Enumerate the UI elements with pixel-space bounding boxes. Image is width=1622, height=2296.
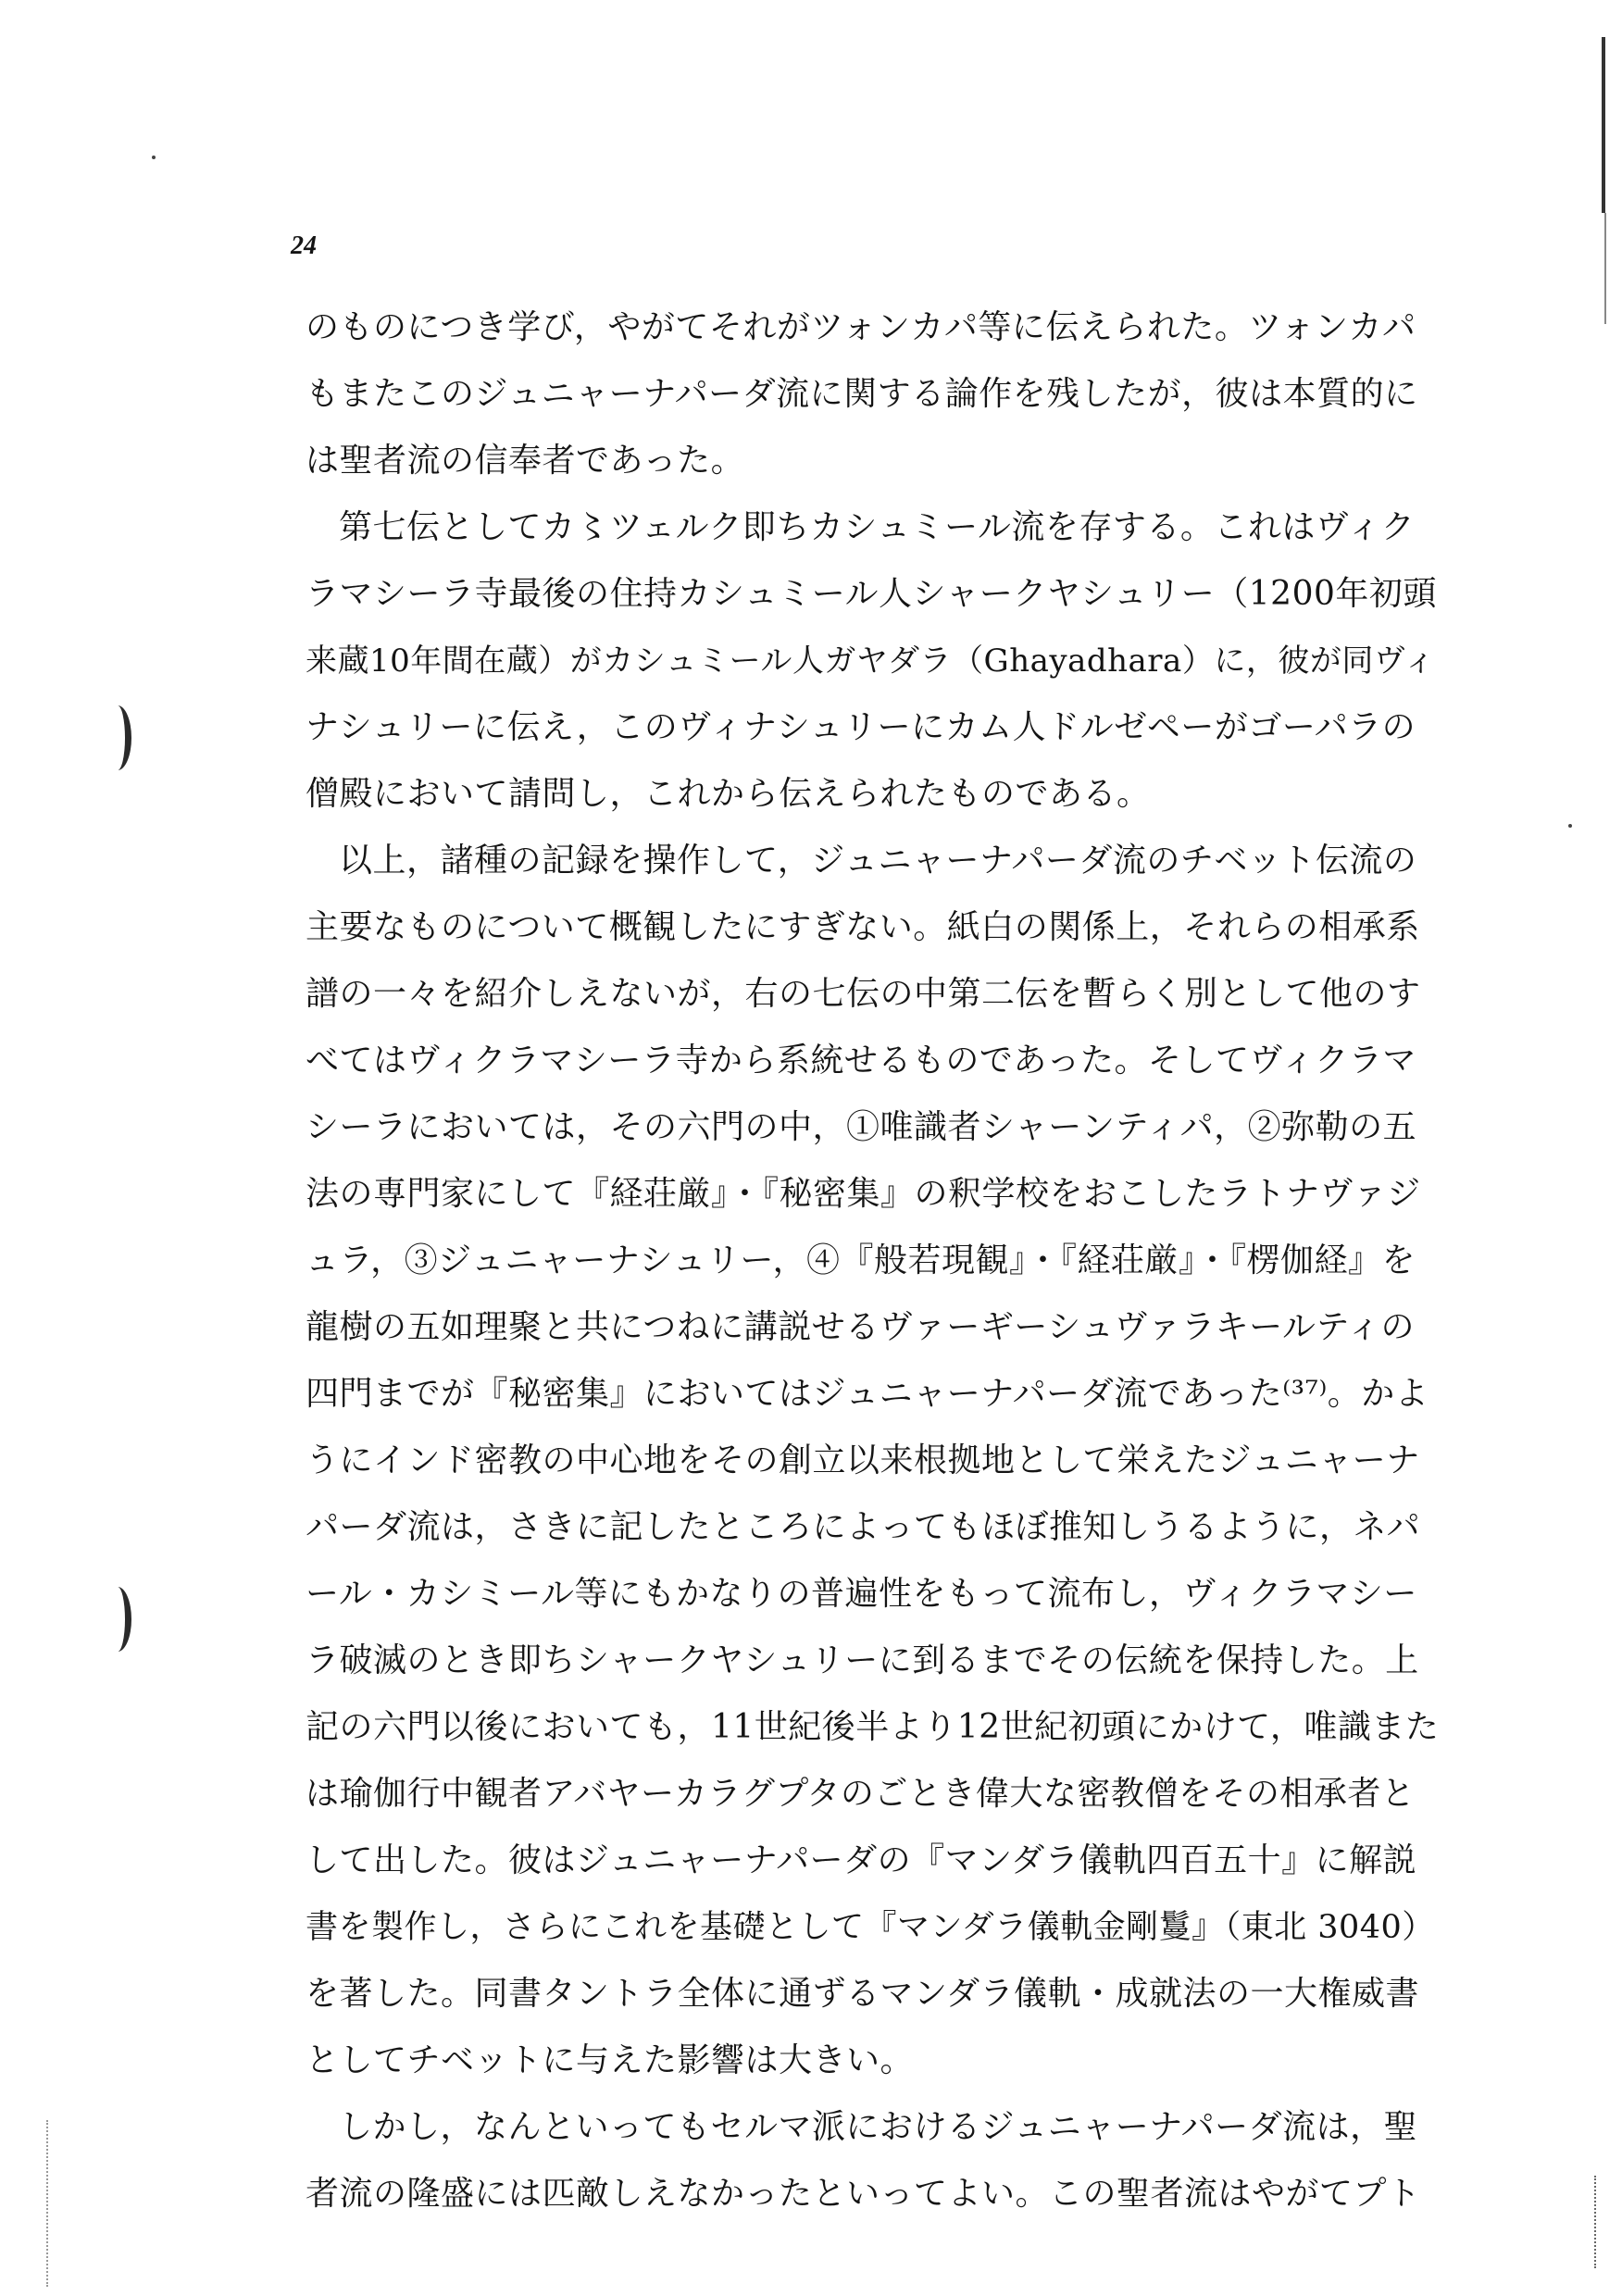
text-line: べてはヴィクラマシーラ寺から系統せるものであった。そしてヴィクラマ: [306, 1042, 1416, 1079]
text-line: 以上，諸種の記録を操作して，ジュニャーナパーダ流のチベット伝流の: [339, 842, 1417, 880]
text-line: 来蔵10年間在蔵）がカシュミール人ガヤダラ（Ghayadhara）に，彼が同ヴィ: [306, 643, 1436, 680]
text-line: 法の専門家にして『経荘厳』・『秘密集』の釈学校をおこしたラトナヴァジ: [306, 1175, 1421, 1213]
text-line: して出した。彼はジュニャーナパーダの『マンダラ儀軌四百五十』に解説: [306, 1841, 1417, 1879]
text-line: 四門までが『秘密集』においてはジュニャーナパーダ流であった⁽³⁷⁾。かよ: [306, 1375, 1429, 1413]
text-line: 龍樹の五如理聚と共につねに講説せるヴァーギーシュヴァラキールティの: [306, 1308, 1416, 1346]
text-line: ュラ，③ジュニャーナシュリー，④『般若現観』・『経荘厳』・『楞伽経』を: [306, 1242, 1416, 1279]
text-line: としてチベットに与えた影響は大きい。: [306, 2041, 915, 2079]
text-line: 主要なものについて概観したにすぎない。紙白の関係上，それらの相承系: [306, 908, 1420, 946]
text-line: シーラにおいては，その六門の中，①唯識者シャーンティパ，②弥勒の五: [306, 1108, 1417, 1146]
text-line: しかし，なんといってもセルマ派におけるジュニャーナパーダ流は，聖: [339, 2108, 1418, 2146]
text-line: のものにつき学び，やがてそれがツォンカパ等に伝えられた。ツォンカパ: [306, 308, 1416, 346]
scan-speck: [1568, 824, 1572, 828]
punch-hole-mark: [104, 1587, 131, 1652]
scan-edge-noise: [1594, 2176, 1607, 2268]
text-line: パーダ流は，さきに記したところによってもほぼ推知しうるように，ネパ: [306, 1508, 1421, 1546]
punch-hole-mark: [104, 705, 131, 770]
page-number: 24: [291, 231, 317, 260]
text-line: 僧殿において請問し，これから伝えられたものである。: [306, 775, 1151, 813]
text-line: ナシュリーに伝え，このヴィナシュリーにカム人ドルゼペーがゴーパラの: [306, 708, 1416, 746]
text-line: は瑜伽行中観者アバヤーカラグプタのごとき偉大な密教僧をその相承者と: [306, 1775, 1416, 1813]
text-line: ラマシーラ寺最後の住持カシュミール人シャークヤシュリー（1200年初頭: [306, 575, 1437, 613]
text-line: 書を製作し，さらにこれを基礎として『マンダラ儀軌金剛鬘』（東北 3040）: [306, 1909, 1435, 1946]
scan-edge-mark: [1602, 37, 1605, 213]
text-line: うにインド密教の中心地をその創立以来根拠地として栄えたジュニャーナ: [306, 1441, 1420, 1479]
text-line: は聖者流の信奉者であった。: [306, 442, 745, 480]
text-line: もまたこのジュニャーナパーダ流に関する論作を残したが，彼は本質的に: [306, 375, 1418, 413]
text-line: 者流の隆盛には匹敵しえなかったといってよい。この聖者流はやがてプト: [306, 2175, 1421, 2213]
scan-edge-noise: [46, 2120, 50, 2287]
text-line: を著した。同書タントラ全体に通ずるマンダラ儀軌・成就法の一大権威書: [306, 1975, 1420, 2013]
text-line: 記の六門以後においても，11世紀後半より12世紀初頭にかけて，唯識また: [306, 1708, 1440, 1746]
text-line: ール・カシミール等にもかなりの普遍性をもって流布し，ヴィクラマシー: [306, 1575, 1417, 1613]
text-line: 譜の一々を紹介しえないが，右の七伝の中第二伝を暫らく別として他のす: [306, 975, 1421, 1013]
scan-speck: [152, 156, 156, 159]
text-line: ラ破滅のとき即ちシャークヤシュリーに到るまでその伝統を保持した。上: [306, 1641, 1419, 1679]
body-text: [306, 294, 1444, 2227]
text-line: 第七伝としてカ〻ツェルク即ちカシュミール流を存する。これはヴィク: [339, 508, 1416, 546]
scan-edge-mark: [1604, 213, 1606, 324]
